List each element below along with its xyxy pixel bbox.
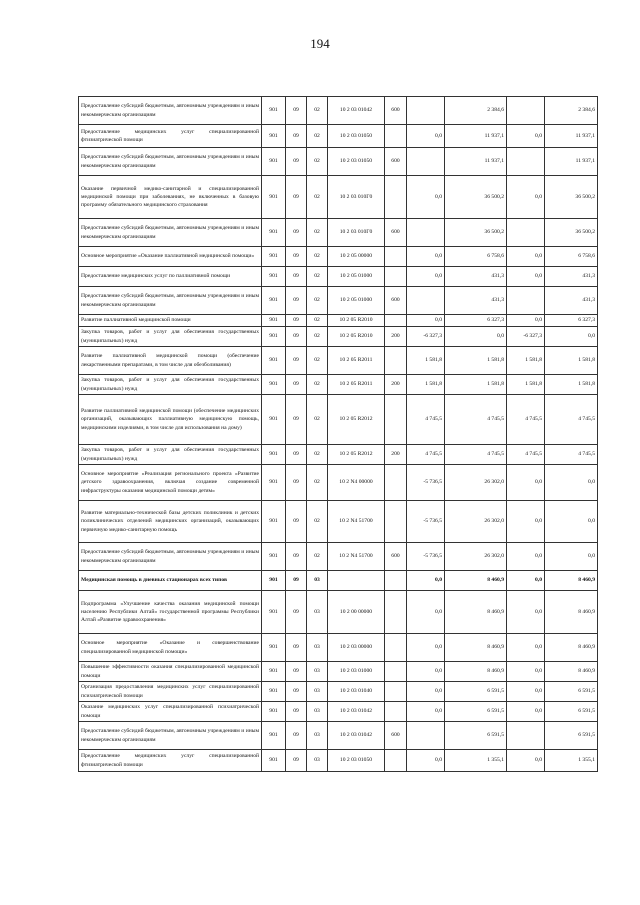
change-amount-federal-cell [507,219,545,247]
section-code-cell: 09 [286,682,307,702]
admin-code-cell: 901 [262,543,286,571]
table-row [79,375,598,395]
row-name-cell: Организация предоставления медицинских услуг специализированной психиатрической помощи [79,682,262,702]
amount-cell: 1 355,1 [445,750,507,772]
change-amount-federal-cell: 1 581,8 [507,375,545,395]
expense-type-cell [385,125,407,148]
row-name-cell: Подпрограмма «Улучшение качества оказания медицинской помощи населению Республики Алтай» государственной программы Республики Алтай «Развитие здравоохранения» [79,591,262,634]
section-code-cell: 09 [286,375,307,395]
admin-code-cell: 901 [262,750,286,772]
change-amount-cell [407,97,445,125]
table-row [79,247,598,267]
amount-federal-cell: 36 500,2 [545,219,598,247]
subsection-code-cell: 02 [307,465,328,501]
admin-code-cell: 901 [262,571,286,591]
change-amount-federal-cell: 0,0 [507,315,545,327]
section-code-cell: 09 [286,148,307,176]
target-article-cell: 10 2 03 01042 [328,702,385,722]
expense-type-cell [385,750,407,772]
target-article-cell: 10 2 05 R2010 [328,315,385,327]
target-article-cell: 10 2 05 01000 [328,267,385,287]
change-amount-cell: 1 581,8 [407,375,445,395]
amount-cell: 6 591,5 [445,722,507,750]
change-amount-cell: 0,0 [407,176,445,219]
table-row [79,315,598,327]
amount-federal-cell: 11 937,1 [545,148,598,176]
amount-cell: 26 302,0 [445,501,507,543]
change-amount-federal-cell: 0,0 [507,634,545,662]
expense-type-cell [385,702,407,722]
row-name-cell: Основное мероприятие «Реализация регионального проекта «Развитие детского здравоохранения, включая создание современной инфраструктуры оказания медицинской помощи детям» [79,465,262,501]
amount-cell: 8 460,9 [445,571,507,591]
change-amount-federal-cell: 4 745,5 [507,395,545,445]
row-name-cell: Предоставление медицинских услуг по паллиативной помощи [79,267,262,287]
table-row [79,97,598,125]
subsection-code-cell: 03 [307,662,328,682]
target-article-cell: 10 2 03 01050 [328,750,385,772]
table-row [79,445,598,465]
target-article-cell: 10 2 05 01000 [328,287,385,315]
subsection-code-cell: 02 [307,247,328,267]
section-code-cell: 09 [286,315,307,327]
admin-code-cell: 901 [262,722,286,750]
change-amount-federal-cell: 1 581,8 [507,347,545,375]
change-amount-federal-cell: 0,0 [507,501,545,543]
amount-cell: 36 500,2 [445,176,507,219]
change-amount-federal-cell: 0,0 [507,662,545,682]
row-name-cell: Закупка товаров, работ и услуг для обеспечения государственных (муниципальных) нужд [79,445,262,465]
table-row [79,327,598,347]
subsection-code-cell: 03 [307,634,328,662]
expense-type-cell: 200 [385,445,407,465]
row-name-cell: Предоставление субсидий бюджетным, автономным учреждениям и иным некоммерческим организациям [79,148,262,176]
table-row [79,682,598,702]
change-amount-cell: 4 745,5 [407,445,445,465]
table-row [79,148,598,176]
table-row [79,543,598,571]
amount-federal-cell: 0,0 [545,501,598,543]
table-row [79,662,598,682]
row-name-cell: Предоставление субсидий бюджетным, автономным учреждениям и иным некоммерческим организациям [79,97,262,125]
table-row [79,176,598,219]
amount-federal-cell: 6 591,5 [545,722,598,750]
admin-code-cell: 901 [262,662,286,682]
section-code-cell: 09 [286,465,307,501]
target-article-cell: 10 2 05 R2012 [328,445,385,465]
change-amount-cell: 1 581,8 [407,347,445,375]
row-name-cell: Развитие паллиативной медицинской помощи [79,315,262,327]
expense-type-cell [385,682,407,702]
change-amount-cell: 0,0 [407,702,445,722]
expense-type-cell [385,267,407,287]
amount-federal-cell: 431,3 [545,287,598,315]
target-article-cell: 10 2 N4 51700 [328,543,385,571]
section-code-cell: 09 [286,267,307,287]
admin-code-cell: 901 [262,501,286,543]
change-amount-federal-cell [507,722,545,750]
admin-code-cell: 901 [262,247,286,267]
change-amount-cell: 0,0 [407,125,445,148]
section-code-cell: 09 [286,445,307,465]
expense-type-cell [385,395,407,445]
table-body [79,97,598,772]
subsection-code-cell: 03 [307,571,328,591]
admin-code-cell: 901 [262,219,286,247]
target-article-cell: 10 2 03 01000 [328,662,385,682]
table-row [79,219,598,247]
section-code-cell: 09 [286,722,307,750]
section-code-cell: 09 [286,125,307,148]
amount-cell: 6 591,5 [445,702,507,722]
table-row [79,591,598,634]
section-code-cell: 09 [286,219,307,247]
amount-federal-cell: 6 758,6 [545,247,598,267]
admin-code-cell: 901 [262,267,286,287]
amount-cell: 11 937,1 [445,148,507,176]
change-amount-federal-cell: 0,0 [507,750,545,772]
table-row [79,347,598,375]
admin-code-cell: 901 [262,287,286,315]
subsection-code-cell: 03 [307,591,328,634]
expense-type-cell [385,591,407,634]
admin-code-cell: 901 [262,97,286,125]
table-row [79,571,598,591]
change-amount-federal-cell: 0,0 [507,247,545,267]
expense-type-cell [385,465,407,501]
subsection-code-cell: 02 [307,148,328,176]
subsection-code-cell: 03 [307,750,328,772]
admin-code-cell: 901 [262,315,286,327]
admin-code-cell: 901 [262,702,286,722]
amount-cell: 8 460,9 [445,591,507,634]
target-article-cell: 10 2 03 00000 [328,634,385,662]
row-name-cell: Повышение эффективности оказания специализированной медицинской помощи [79,662,262,682]
row-name-cell: Оказание первичной медико-санитарной и специализированной медицинской помощи при заболеваниях, не включенных в базовую программу обязательного медицинского страхования [79,176,262,219]
change-amount-cell [407,287,445,315]
section-code-cell: 09 [286,176,307,219]
target-article-cell: 10 2 N4 51700 [328,501,385,543]
expense-type-cell: 600 [385,97,407,125]
change-amount-federal-cell: 0,0 [507,267,545,287]
expense-type-cell: 600 [385,148,407,176]
change-amount-federal-cell: 0,0 [507,543,545,571]
section-code-cell: 09 [286,287,307,315]
table-row [79,722,598,750]
subsection-code-cell: 02 [307,267,328,287]
amount-cell: 6 591,5 [445,682,507,702]
amount-cell: 431,3 [445,287,507,315]
amount-federal-cell: 6 591,5 [545,682,598,702]
amount-federal-cell: 1 581,8 [545,375,598,395]
amount-federal-cell: 8 460,9 [545,634,598,662]
row-name-cell: Развитие материально-технической базы детских поликлиник и детских поликлинических отделений медицинских организаций, оказывающих первичную медико-санитарную помощь [79,501,262,543]
section-code-cell: 09 [286,591,307,634]
subsection-code-cell: 02 [307,543,328,571]
subsection-code-cell: 02 [307,327,328,347]
expense-type-cell [385,634,407,662]
change-amount-cell: -6 327,3 [407,327,445,347]
subsection-code-cell: 02 [307,125,328,148]
expense-type-cell [385,315,407,327]
expense-type-cell: 600 [385,543,407,571]
amount-federal-cell: 431,3 [545,267,598,287]
change-amount-cell: 0,0 [407,591,445,634]
amount-cell: 4 745,5 [445,445,507,465]
change-amount-cell: 0,0 [407,634,445,662]
admin-code-cell: 901 [262,148,286,176]
admin-code-cell: 901 [262,465,286,501]
target-article-cell: 10 2 03 01050 [328,148,385,176]
change-amount-cell: 0,0 [407,662,445,682]
section-code-cell: 09 [286,662,307,682]
amount-federal-cell: 8 460,9 [545,591,598,634]
amount-cell: 6 327,3 [445,315,507,327]
amount-cell: 11 937,1 [445,125,507,148]
expense-type-cell: 600 [385,722,407,750]
subsection-code-cell: 02 [307,176,328,219]
target-article-cell: 10 2 05 00000 [328,247,385,267]
table-row [79,395,598,445]
section-code-cell: 09 [286,750,307,772]
amount-cell: 8 460,9 [445,662,507,682]
amount-federal-cell: 1 355,1 [545,750,598,772]
subsection-code-cell: 02 [307,375,328,395]
row-name-cell: Закупка товаров, работ и услуг для обеспечения государственных (муниципальных) нужд [79,375,262,395]
table-row [79,702,598,722]
change-amount-federal-cell: 0,0 [507,591,545,634]
amount-federal-cell: 0,0 [545,543,598,571]
target-article-cell: 10 2 03 01050 [328,125,385,148]
subsection-code-cell: 03 [307,682,328,702]
target-article-cell: 10 2 03 01042 [328,722,385,750]
subsection-code-cell: 02 [307,445,328,465]
row-name-cell: Закупка товаров, работ и услуг для обеспечения государственных (муниципальных) нужд [79,327,262,347]
expense-type-cell [385,347,407,375]
row-name-cell: Развитие паллиативной медицинской помощи (обеспечение лекарственными препаратами, в том числе для обезболивания) [79,347,262,375]
subsection-code-cell: 02 [307,347,328,375]
admin-code-cell: 901 [262,682,286,702]
change-amount-cell: 0,0 [407,315,445,327]
table-row [79,267,598,287]
section-code-cell: 09 [286,634,307,662]
expense-type-cell [385,571,407,591]
admin-code-cell: 901 [262,395,286,445]
row-name-cell: Оказание медицинских услуг специализированной психиатрической помощи [79,702,262,722]
budget-table [78,96,598,772]
section-code-cell: 09 [286,327,307,347]
amount-cell: 6 758,6 [445,247,507,267]
amount-federal-cell: 6 327,3 [545,315,598,327]
table-row [79,750,598,772]
expense-type-cell: 600 [385,219,407,247]
row-name-cell: Предоставление субсидий бюджетным, автономным учреждениям и иным некоммерческим организациям [79,722,262,750]
expense-type-cell: 200 [385,327,407,347]
target-article-cell [328,571,385,591]
row-name-cell: Основное мероприятие «Оказание паллиативной медицинской помощи» [79,247,262,267]
section-code-cell: 09 [286,247,307,267]
subsection-code-cell: 02 [307,315,328,327]
table-row [79,125,598,148]
admin-code-cell: 901 [262,176,286,219]
target-article-cell: 10 2 05 R2010 [328,327,385,347]
row-name-cell: Предоставление субсидий бюджетным, автономным учреждениям и иным некоммерческим организациям [79,219,262,247]
amount-cell: 1 581,8 [445,347,507,375]
change-amount-federal-cell: 0,0 [507,702,545,722]
admin-code-cell: 901 [262,634,286,662]
target-article-cell: 10 2 03 010Г0 [328,176,385,219]
change-amount-federal-cell: 0,0 [507,176,545,219]
amount-federal-cell: 8 460,9 [545,571,598,591]
row-name-cell: Предоставление субсидий бюджетным, автономным учреждениям и иным некоммерческим организациям [79,543,262,571]
change-amount-federal-cell: 0,0 [507,571,545,591]
subsection-code-cell: 02 [307,97,328,125]
row-name-cell: Развитие паллиативной медицинской помощи (обеспечение медицинских организаций, оказывающих паллиативную медицинскую помощь, медицинскими изделиями, в том числе для использования на дому) [79,395,262,445]
admin-code-cell: 901 [262,591,286,634]
page-number: 194 [310,36,330,51]
admin-code-cell: 901 [262,445,286,465]
subsection-code-cell: 03 [307,702,328,722]
row-name-cell: Основное мероприятие «Оказание и совершенствование специализированной медицинской помощи» [79,634,262,662]
change-amount-cell: 4 745,5 [407,395,445,445]
amount-cell: 36 500,2 [445,219,507,247]
change-amount-federal-cell: 0,0 [507,682,545,702]
amount-cell: 8 460,9 [445,634,507,662]
section-code-cell: 09 [286,501,307,543]
amount-federal-cell: 4 745,5 [545,395,598,445]
change-amount-federal-cell: 0,0 [507,465,545,501]
section-code-cell: 09 [286,571,307,591]
amount-cell: 4 745,5 [445,395,507,445]
section-code-cell: 09 [286,97,307,125]
expense-type-cell [385,662,407,682]
change-amount-federal-cell: 4 745,5 [507,445,545,465]
target-article-cell: 10 2 05 R2011 [328,375,385,395]
row-name-cell: Предоставление медицинских услуг специализированной фтизиатрической помощи [79,750,262,772]
amount-cell: 2 384,6 [445,97,507,125]
table-row [79,634,598,662]
admin-code-cell: 901 [262,125,286,148]
amount-federal-cell: 4 745,5 [545,445,598,465]
admin-code-cell: 901 [262,375,286,395]
amount-cell: 0,0 [445,327,507,347]
subsection-code-cell: 02 [307,395,328,445]
subsection-code-cell: 02 [307,287,328,315]
change-amount-cell: 0,0 [407,682,445,702]
change-amount-cell [407,219,445,247]
admin-code-cell: 901 [262,347,286,375]
expense-type-cell [385,176,407,219]
amount-cell: 1 581,8 [445,375,507,395]
subsection-code-cell: 02 [307,501,328,543]
change-amount-federal-cell [507,97,545,125]
amount-federal-cell: 6 591,5 [545,702,598,722]
change-amount-cell: 0,0 [407,750,445,772]
target-article-cell: 10 2 00 00000 [328,591,385,634]
row-name-cell: Медицинская помощь в дневных стационарах всех типов [79,571,262,591]
change-amount-federal-cell: 0,0 [507,125,545,148]
change-amount-federal-cell [507,287,545,315]
amount-federal-cell: 11 937,1 [545,125,598,148]
change-amount-cell: 0,0 [407,267,445,287]
table-row [79,501,598,543]
change-amount-federal-cell: -6 327,3 [507,327,545,347]
amount-federal-cell: 2 384,6 [545,97,598,125]
target-article-cell: 10 2 03 01040 [328,682,385,702]
amount-federal-cell: 0,0 [545,327,598,347]
subsection-code-cell: 03 [307,722,328,750]
change-amount-federal-cell [507,148,545,176]
section-code-cell: 09 [286,702,307,722]
expense-type-cell: 200 [385,375,407,395]
amount-cell: 26 302,0 [445,465,507,501]
expense-type-cell [385,501,407,543]
expense-type-cell [385,247,407,267]
change-amount-cell: 0,0 [407,247,445,267]
amount-federal-cell: 0,0 [545,465,598,501]
target-article-cell: 10 2 05 R2012 [328,395,385,445]
expense-type-cell: 600 [385,287,407,315]
section-code-cell: 09 [286,543,307,571]
change-amount-cell: 0,0 [407,571,445,591]
change-amount-cell: -5 736,5 [407,543,445,571]
amount-federal-cell: 36 500,2 [545,176,598,219]
admin-code-cell: 901 [262,327,286,347]
change-amount-cell [407,722,445,750]
section-code-cell: 09 [286,347,307,375]
target-article-cell: 10 2 N4 00000 [328,465,385,501]
table-row [79,287,598,315]
target-article-cell: 10 2 03 01042 [328,97,385,125]
row-name-cell: Предоставление медицинских услуг специализированной фтизиатрической помощи [79,125,262,148]
subsection-code-cell: 02 [307,219,328,247]
target-article-cell: 10 2 05 R2011 [328,347,385,375]
amount-federal-cell: 8 460,9 [545,662,598,682]
amount-cell: 26 302,0 [445,543,507,571]
change-amount-cell: -5 736,5 [407,465,445,501]
change-amount-cell [407,148,445,176]
row-name-cell: Предоставление субсидий бюджетным, автономным учреждениям и иным некоммерческим организациям [79,287,262,315]
target-article-cell: 10 2 03 010Г0 [328,219,385,247]
section-code-cell: 09 [286,395,307,445]
amount-cell: 431,3 [445,267,507,287]
amount-federal-cell: 1 581,8 [545,347,598,375]
table-row [79,465,598,501]
change-amount-cell: -5 736,5 [407,501,445,543]
